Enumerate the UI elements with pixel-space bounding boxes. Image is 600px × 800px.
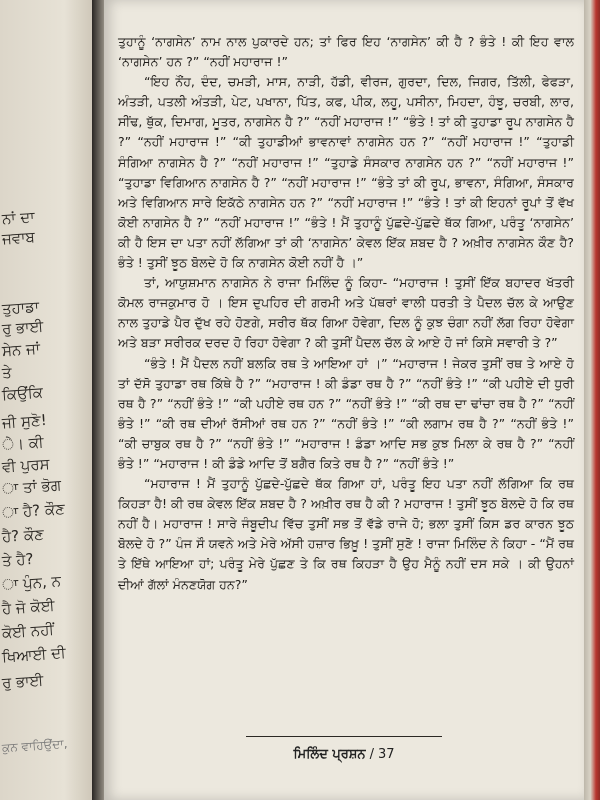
footer-divider [246,736,442,737]
left-page-fragment: ਨਾਂ ਦਾ [1,207,36,228]
left-page-fragment: ਾ ਪੁੰਨ, ਨ [1,571,62,594]
left-page-fragment: ਹੈ? ਕੌਣ [1,525,45,546]
left-page-fragment: ਰੁ ਭਾਈ [1,317,44,338]
left-page-fragment: ਵੀ ਪੁਰਸ [1,454,51,476]
paragraph: ਤਾਂ, ਆਯੁਸ਼ਮਾਨ ਨਾਗਸੇਨ ਨੇ ਰਾਜਾ ਮਿਲਿੰਦ ਨੂੰ ਕਿਹਾ- “ਮਹਾਰਾਜ ! ਤੁਸੀਂ ਇੱਕ ਬਹਾਦਰ ਖੱਤਰੀ ਕੋਮਲ ਰਾਜਕੁਮਾਰ ਹੋ । ਇਸ ਦੁਪਹਿਰ ਦੀ ਗਰਮੀ ਅਤੇ ਪੱਥਰਾਂ ਵਾਲੀ ਧਰਤੀ ਤੇ ਪੈਦਲ ਚੱਲ ਕੇ ਆਉਣ ਨਾਲ ਤੁਹਾਡੇ ਪੈਰ ਦੁੱਖ ਰਹੇ ਹੋਣਗੇ, ਸਰੀਰ ਥੱਕ ਗਿਆ ਹੋਵੇਗਾ, ਦਿਲ ਨੂੰ ਕੁਝ ਚੰਗਾ ਨਹੀਂ ਲੱਗ ਰਿਹਾ ਹੋਵੇਗਾ ਅਤੇ ਬੜਾ ਸਰੀਰਕ ਦਰਦ ਹੋ ਰਿਹਾ ਹੋਵੇਗਾ ? ਕੀ ਤੁਸੀਂ ਪੈਦਲ ਚੱਲ ਕੇ ਆਏ ਹੋ ਜਾਂ ਕਿਸੇ ਸਵਾਰੀ ਤੇ ?” [118,275,574,351]
paragraph: “ਮਹਾਰਾਜ ! ਮੈਂ ਤੁਹਾਨੂੰ ਪੁੱਛਦੇ-ਪੁੱਛਦੇ ਥੱਕ ਗਿਆ ਹਾਂ, ਪਰੰਤੂ ਇਹ ਪਤਾ ਨਹੀਂ ਲੱਗਿਆ ਕਿ ਰਥ ਕਿਹੜਾ ਹੈ! ਕੀ ਰਥ ਕੇਵਲ ਇੱਕ ਸ਼ਬਦ ਹੈ ? ਅਖ਼ੀਰ ਰਥ ਹੈ ਕੀ ? ਮਹਾਰਾਜ ! ਤੁਸੀਂ ਝੂਠ ਬੋਲਦੇ ਹੋ ਕਿ ਰਥ ਨਹੀਂ ਹੈ। ਮਹਾਰਾਜ ! ਸਾਰੇ ਜੰਬੂਦੀਪ ਵਿੱਚ ਤੁਸੀਂ ਸਭ ਤੋਂ ਵੱਡੇ ਰਾਜੇ ਹੋ; ਭਲਾ ਤੁਸੀਂ ਕਿਸ ਡਰ ਕਾਰਨ ਝੂਠ ਬੋਲਦੇ ਹੋ ?” ਪੰਜ ਸੌ ਯਵਨੇ ਅਤੇ ਮੇਰੇ ਅੱਸੀ ਹਜ਼ਾਰ ਭਿਖ਼ੂ ! ਤੁਸੀਂ ਸੁਣੋ ! ਰਾਜਾ ਮਿਲਿੰਦ ਨੇ ਕਿਹਾ - “ਮੈਂ ਰਥ ਤੇ ਇੱਥੇ ਆਇਆ ਹਾਂ; ਪਰੰਤੂ ਮੇਰੇ ਪੁੱਛਣ ਤੇ ਕਿ ਰਥ ਕਿਹੜਾ ਹੈ ਉਹ ਮੈਨੂੰ ਨਹੀਂ ਦਸ ਸਕੇ । ਕੀ ਉਹਨਾਂ ਦੀਆਂ ਗੱਲਾਂ ਮੰਨਣਯੋਗ ਹਨ?” [118,476,574,592]
left-page-fragment: ਤੇ [1,363,13,382]
left-page-fragment: ਜਵਾਬ [1,227,36,248]
left-page-fragment: ਕੁਨ ਵਾਹਿਉਂਦਾ, [1,736,68,755]
book-title: ਮਿਲਿੰਦ ਪ੍ਰਸ਼ਨ [293,747,366,762]
left-page-fragment: ਰੁ ਭਾਈ [1,671,44,692]
left-page-fragment: ਤੇ ਹੈ? [1,549,35,570]
left-page-fragment: ਹੈ ਜੋ ਕੋਈ [1,596,56,618]
right-page [104,0,584,800]
left-page-fragment: ਾ ਹੈ? ਕੌਣ [1,499,66,522]
left-page-fragment: ਜੀ ਸੁਣੋ! [1,410,48,432]
left-page-fragment: ਾ ਤਾਂ ਭੋਗ [1,475,62,498]
body-text [118,32,574,595]
left-page-fragment: ਤੁਹਾਡਾ [1,297,40,318]
left-page [0,0,92,800]
page-edge [584,0,600,800]
paragraph: ਤੁਹਾਨੂੰ ‘ਨਾਗਸੇਨ’ ਨਾਮ ਨਾਲ ਪੁਕਾਰਦੇ ਹਨ; ਤਾਂ ਫਿਰ ਇਹ ‘ਨਾਗਸੇਨ’ ਕੀ ਹੈ ? ਭੰਤੇ ! ਕੀ ਇਹ ਵਾਲ ‘ਨਾਗਸੇਨ’ ਹਨ ?” “ਨਹੀਂ ਮਹਾਰਾਜ !” [118,34,574,70]
paragraph: “ਭੰਤੇ ! ਮੈਂ ਪੈਦਲ ਨਹੀਂ ਬਲਕਿ ਰਥ ਤੇ ਆਇਆ ਹਾਂ ।” “ਮਹਾਰਾਜ ! ਜੇਕਰ ਤੁਸੀਂ ਰਥ ਤੇ ਆਏ ਹੋ ਤਾਂ ਦੱਸੋ ਤੁਹਾਡਾ ਰਥ ਕਿੱਥੇ ਹੈ ?” “ਮਹਾਰਾਜ ! ਕੀ ਡੰਡਾ ਰਥ ਹੈ ?” “ਨਹੀਂ ਭੰਤੇ !” “ਕੀ ਪਹੀਏ ਦੀ ਧੁਰੀ ਰਥ ਹੈ ?” “ਨਹੀਂ ਭੰਤੇ !” “ਕੀ ਪਹੀਏ ਰਥ ਹਨ ?” “ਨਹੀਂ ਭੰਤੇ !” “ਕੀ ਰਥ ਦਾ ਢਾਂਚਾ ਰਥ ਹੈ ?” “ਨਹੀਂ ਭੰਤੇ !” “ਕੀ ਰਥ ਦੀਆਂ ਰੱਸੀਆਂ ਰਥ ਹਨ ?” “ਨਹੀਂ ਭੰਤੇ !” “ਕੀ ਲਗਾਮ ਰਥ ਹੈ ?” “ਨਹੀਂ ਭੰਤੇ !” “ਕੀ ਚਾਬੁਕ ਰਥ ਹੈ ?” “ਨਹੀਂ ਭੰਤੇ !” “ਮਹਾਰਾਜ ! ਡੰਡਾ ਆਦਿ ਸਭ ਕੁਝ ਮਿਲਾ ਕੇ ਰਥ ਹੈ ?” “ਨਹੀਂ ਭੰਤੇ !” “ਮਹਾਰਾਜ ! ਕੀ ਡੰਡੇ ਆਦਿ ਤੋਂ ਬਗੈਰ ਕਿਤੇ ਰਥ ਹੈ ?” “ਨਹੀਂ ਭੰਤੇ !” [118,355,574,471]
paragraph: “ਇਹ ਨੌਂਹ, ਦੰਦ, ਚਮੜੀ, ਮਾਸ, ਨਾੜੀ, ਹੱਡੀ, ਵੀਰਜ, ਗੁਰਦਾ, ਦਿਲ, ਜਿਗਰ, ਤਿੱਲੀ, ਫੇਫੜਾ, ਅੰਤੜੀ, ਪਤਲੀ ਅੰਤੜੀ, ਪੇਟ, ਪਖਾਨਾ, ਪਿੱਤ, ਕਫ, ਪੀਕ, ਲਹੂ, ਪਸੀਨਾ, ਮਿਹਦਾ, ਹੰਝੂ, ਚਰਬੀ, ਲਾਰ, ਸੀਂਢ, ਥੁੱਕ, ਦਿਮਾਗ, ਮੂਤਰ, ਨਾਗਸੇਨ ਹੈ ?” “ਨਹੀਂ ਮਹਾਰਾਜ !” “ਭੰਤੇ ! ਤਾਂ ਕੀ ਤੁਹਾਡਾ ਰੂਪ ਨਾਗਸੇਨ ਹੈ ?” “ਨਹੀਂ ਮਹਾਰਾਜ !” “ਕੀ ਤੁਹਾਡੀਆਂ ਭਾਵਨਾਵਾਂ ਨਾਗਸੇਨ ਹਨ ?” “ਨਹੀਂ ਮਹਾਰਾਜ !” “ਤੁਹਾਡੀ ਸੰਗਿਆ ਨਾਗਸੇਨ ਹੈ ?” “ਨਹੀਂ ਮਹਾਰਾਜ !” “ਤੁਹਾਡੇ ਸੰਸਕਾਰ ਨਾਗਸੇਨ ਹਨ ?” “ਨਹੀਂ ਮਹਾਰਾਜ !” “ਤੁਹਾਡਾ ਵਿਗਿਆਨ ਨਾਗਸੇਨ ਹੈ ?” “ਨਹੀਂ ਮਹਾਰਾਜ !” “ਭੰਤੇ ਤਾਂ ਕੀ ਰੂਪ, ਭਾਵਨਾ, ਸੰਗਿਆ, ਸੰਸਕਾਰ ਅਤੇ ਵਿਗਿਆਨ ਸਾਰੇ ਇਕੱਠੇ ਨਾਗਸੇਨ ਹਨ ?” “ਨਹੀਂ ਮਹਾਰਾਜ !” “ਭੰਤੇ ! ਤਾਂ ਕੀ ਇਹਨਾਂ ਰੂਪਾਂ ਤੋਂ ਵੱਖ ਕੋਈ ਨਾਗਸੇਨ ਹੈ ?” “ਨਹੀਂ ਮਹਾਰਾਜ !” “ਭੰਤੇ ! ਮੈਂ ਤੁਹਾਨੂੰ ਪੁੱਛਦੇ-ਪੁੱਛਦੇ ਥੱਕ ਗਿਆ, ਪਰੰਤੂ ‘ਨਾਗਸੇਨ’ ਕੀ ਹੈ ਇਸ ਦਾ ਪਤਾ ਨਹੀਂ ਲੱਗਿਆ ਤਾਂ ਕੀ ‘ਨਾਗਸੇਨ’ ਕੇਵਲ ਇੱਕ ਸ਼ਬਦ ਹੈ ? ਅਖ਼ੀਰ ਨਾਗਸੇਨ ਕੌਣ ਹੈ? ਭੰਤੇ ! ਤੁਸੀਂ ਝੂਠ ਬੋਲਦੇ ਹੋ ਕਿ ਨਾਗਸੇਨ ਕੋਈ ਨਹੀਂ ਹੈ ।” [118,74,574,271]
left-page-fragment: ਕਿਉਂਕਿ [1,383,44,404]
page-number: 37 [377,747,395,762]
left-page-fragment: ੇ। ਕੀ [1,433,45,454]
left-page-fragment: ਖਿਆਈ ਦੀ [1,643,67,666]
running-footer [104,747,584,762]
left-page-fragment: ਸੇਨ ਜਾਂ [1,339,41,360]
page-footer [104,736,584,762]
left-page-fragment: ਕੋਈ ਨਹੀਂ [1,620,55,642]
footer-separator: / [369,747,374,762]
